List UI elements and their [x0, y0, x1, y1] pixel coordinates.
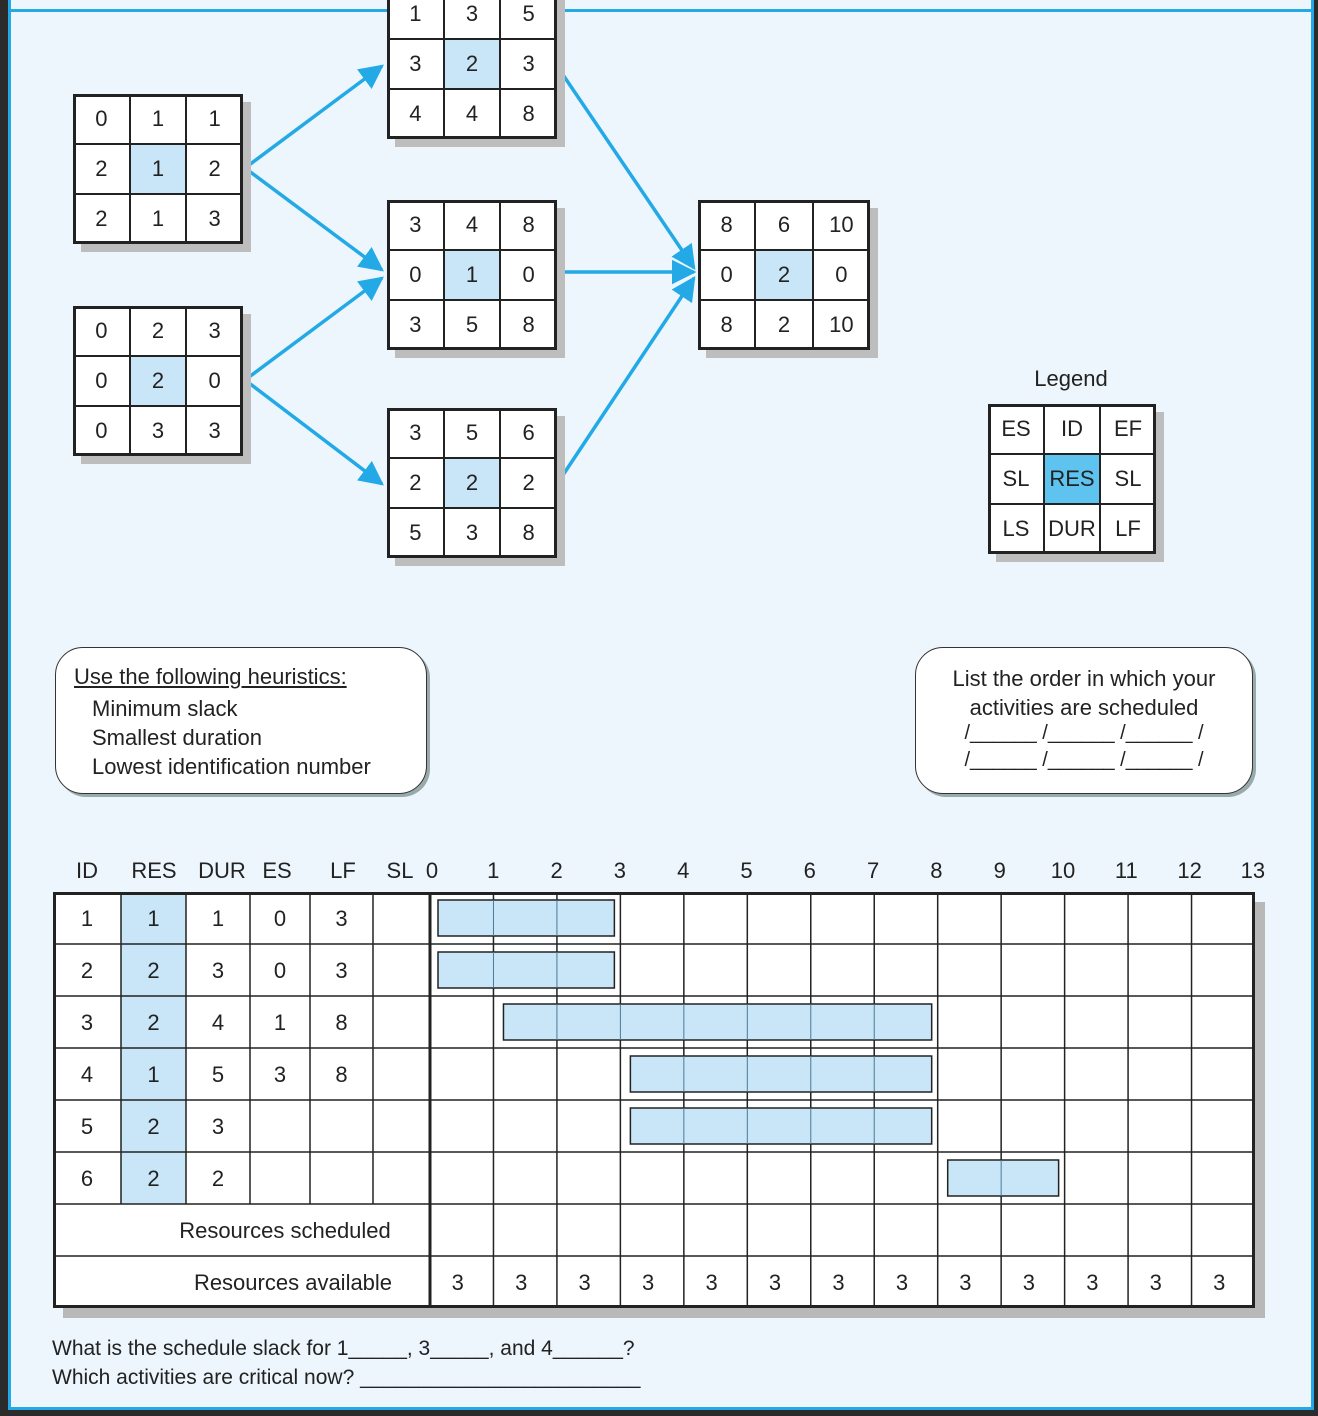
- cell-lf: 8: [335, 1010, 348, 1035]
- node-a: [387, 0, 557, 139]
- cell-id: 3: [80, 1010, 94, 1035]
- node-cell-es: 0: [73, 94, 130, 144]
- node-cell-dur: 1: [130, 194, 187, 244]
- node-cell-lf: 8: [500, 89, 557, 139]
- node-cell-sl-right: SL: [1100, 454, 1156, 504]
- heuristics-box: [55, 647, 427, 794]
- cell-dur: 1: [211, 906, 225, 931]
- node-cell-ef: 5: [500, 0, 557, 39]
- node-cell-res: 1: [130, 144, 187, 194]
- panel-top-border: [8, 9, 1314, 12]
- node-cell-sl-right: 0: [813, 250, 870, 300]
- resources-available-value: 3: [1149, 1270, 1162, 1295]
- node-cell-sl-left: 0: [698, 250, 755, 300]
- heuristic-item: Minimum slack: [92, 696, 238, 721]
- resources-available-value: 3: [578, 1270, 591, 1295]
- cell-dur: 3: [211, 958, 225, 983]
- column-header-es: ES: [262, 858, 292, 883]
- schedule-bar: [948, 1160, 1059, 1196]
- cell-es: 1: [273, 1010, 287, 1035]
- node-cell-dur: 3: [444, 508, 501, 558]
- node-cell-id: 5: [444, 408, 501, 458]
- node-cell-res: 2: [444, 458, 501, 508]
- node-cell-res: 1: [444, 250, 501, 300]
- node-cell-sl-left: 3: [387, 39, 444, 89]
- schedule-bar: [438, 900, 614, 936]
- cell-res: 1: [147, 1062, 160, 1087]
- cell-lf: 3: [335, 958, 348, 983]
- node-cell-res: 2: [444, 39, 501, 89]
- node-cell-lf: LF: [1100, 504, 1156, 554]
- node-cell-sl-right: 0: [500, 250, 557, 300]
- legend-title: Legend: [1034, 366, 1108, 391]
- node-cell-sl-left: 2: [387, 458, 444, 508]
- schedule-bar: [438, 952, 614, 988]
- cell-res: 2: [147, 1114, 160, 1139]
- cell-id: 5: [80, 1114, 94, 1139]
- schedule-bar: [503, 1004, 931, 1040]
- cell-dur: 3: [211, 1114, 225, 1139]
- time-label: 6: [803, 858, 816, 883]
- node-cell-id: 2: [130, 306, 187, 356]
- cell-res: 2: [147, 1010, 160, 1035]
- cell-id: 6: [80, 1166, 94, 1191]
- order-blank-line2[interactable]: /______ /______ /______ /: [964, 749, 1204, 771]
- resources-available-value: 3: [515, 1270, 528, 1295]
- time-label: 9: [993, 858, 1006, 883]
- resources-available-value: 3: [959, 1270, 972, 1295]
- cell-id: 1: [80, 906, 94, 931]
- node-cell-lf: 3: [186, 194, 243, 244]
- node-c: [387, 200, 557, 350]
- node-cell-lf: 10: [813, 300, 870, 350]
- node-e: [387, 408, 557, 558]
- time-label: 7: [866, 858, 880, 883]
- column-header-lf: LF: [330, 858, 356, 883]
- heuristic-item: Smallest duration: [92, 725, 262, 750]
- cell-dur: 5: [211, 1062, 225, 1087]
- node-cell-id: 1: [130, 94, 187, 144]
- node-cell-dur: DUR: [1044, 504, 1100, 554]
- resources-available-value: 3: [641, 1270, 655, 1295]
- column-header-sl: SL: [386, 858, 414, 883]
- question-critical-activities[interactable]: Which activities are critical now? ________________________: [52, 1366, 641, 1389]
- node-cell-ls: 5: [387, 508, 444, 558]
- node-cell-id: ID: [1044, 404, 1100, 454]
- node-b: [73, 94, 243, 244]
- time-label: 10: [1050, 858, 1076, 883]
- time-label: 3: [613, 858, 627, 883]
- cell-lf: 3: [335, 906, 348, 931]
- node-cell-ls: LS: [988, 504, 1044, 554]
- node-cell-id: 3: [444, 0, 501, 39]
- cell-lf: 8: [335, 1062, 348, 1087]
- node-cell-ls: 0: [73, 406, 130, 456]
- time-label: 12: [1177, 858, 1202, 883]
- resources-available-label: Resources available: [193, 1270, 393, 1295]
- node-d: [73, 306, 243, 456]
- node-cell-res: 2: [755, 250, 812, 300]
- resource-schedule-table: [53, 892, 1255, 1308]
- order-box: [915, 647, 1253, 794]
- time-label: 13: [1240, 858, 1266, 883]
- node-cell-ef: 10: [813, 200, 870, 250]
- resources-available-value: 3: [895, 1270, 909, 1295]
- node-cell-sl-right: 2: [500, 458, 557, 508]
- node-cell-ef: 8: [500, 200, 557, 250]
- node-cell-ef: 6: [500, 408, 557, 458]
- cell-id: 2: [80, 958, 94, 983]
- node-cell-es: 8: [698, 200, 755, 250]
- node-cell-dur: 4: [444, 89, 501, 139]
- node-cell-es: 3: [387, 408, 444, 458]
- node-cell-id: 4: [444, 200, 501, 250]
- node-cell-sl-left: SL: [988, 454, 1044, 504]
- cell-es: 3: [273, 1062, 287, 1087]
- node-cell-ef: EF: [1100, 404, 1156, 454]
- schedule-bar: [630, 1056, 931, 1092]
- order-blank-line1[interactable]: /______ /______ /______ /: [964, 722, 1204, 744]
- node-cell-es: ES: [988, 404, 1044, 454]
- node-cell-es: 3: [387, 200, 444, 250]
- node-cell-id: 6: [755, 200, 812, 250]
- node-cell-res: 2: [130, 356, 187, 406]
- node-cell-lf: 3: [186, 406, 243, 456]
- node-cell-ef: 3: [186, 306, 243, 356]
- node-f: [698, 200, 870, 350]
- time-label: 1: [487, 858, 500, 883]
- heuristics-title: Use the following heuristics:: [74, 664, 347, 689]
- time-label: 0: [425, 858, 439, 883]
- node-cell-ls: 3: [387, 300, 444, 350]
- resources-available-value: 3: [451, 1270, 464, 1295]
- node-cell-sl-right: 3: [500, 39, 557, 89]
- node-cell-ls: 8: [698, 300, 755, 350]
- resources-available-value: 3: [1086, 1270, 1099, 1295]
- resources-available-value: 3: [1022, 1270, 1036, 1295]
- time-label: 5: [740, 858, 753, 883]
- column-header-res: RES: [131, 858, 177, 883]
- resources-scheduled-label: Resources scheduled: [179, 1218, 391, 1243]
- node-cell-es: 0: [73, 306, 130, 356]
- node-cell-sl-left: 0: [387, 250, 444, 300]
- order-text-line2: activities are scheduled: [969, 695, 1199, 720]
- order-text-line1: List the order in which your: [952, 666, 1216, 691]
- resources-available-value: 3: [768, 1270, 782, 1295]
- node-cell-dur: 3: [130, 406, 187, 456]
- cell-res: 2: [147, 958, 160, 983]
- node-cell-ls: 4: [387, 89, 444, 139]
- node-cell-lf: 8: [500, 300, 557, 350]
- node-cell-dur: 2: [755, 300, 812, 350]
- resources-available-value: 3: [705, 1270, 718, 1295]
- node-cell-sl-left: 2: [73, 144, 130, 194]
- node-cell-sl-right: 2: [186, 144, 243, 194]
- cell-res: 2: [147, 1166, 160, 1191]
- node-cell-sl-right: 0: [186, 356, 243, 406]
- question-schedule-slack[interactable]: What is the schedule slack for 1_____, 3_____, and 4______?: [52, 1337, 635, 1360]
- node-cell-sl-left: 0: [73, 356, 130, 406]
- cell-es: 0: [273, 958, 287, 983]
- time-label: 11: [1114, 858, 1138, 883]
- cell-dur: 4: [211, 1010, 225, 1035]
- cell-es: 0: [273, 906, 287, 931]
- node-cell-lf: 8: [500, 508, 557, 558]
- cell-res: 1: [147, 906, 160, 931]
- node-cell-ls: 2: [73, 194, 130, 244]
- node-cell-es: 1: [387, 0, 444, 39]
- schedule-grid: [53, 892, 1255, 1308]
- time-label: 4: [677, 858, 690, 883]
- legend-node: [988, 404, 1156, 554]
- node-cell-ef: 1: [186, 94, 243, 144]
- time-label: 2: [550, 858, 563, 883]
- node-cell-dur: 5: [444, 300, 501, 350]
- heuristic-item: Lowest identification number: [92, 754, 371, 779]
- schedule-bar: [630, 1108, 931, 1144]
- resources-available-value: 3: [1213, 1270, 1226, 1295]
- node-cell-res: RES: [1044, 454, 1100, 504]
- cell-id: 4: [80, 1062, 94, 1087]
- column-header-dur: DUR: [198, 858, 246, 883]
- resources-available-value: 3: [832, 1270, 845, 1295]
- column-header-id: ID: [76, 858, 98, 883]
- cell-dur: 2: [211, 1166, 225, 1191]
- time-label: 8: [930, 858, 943, 883]
